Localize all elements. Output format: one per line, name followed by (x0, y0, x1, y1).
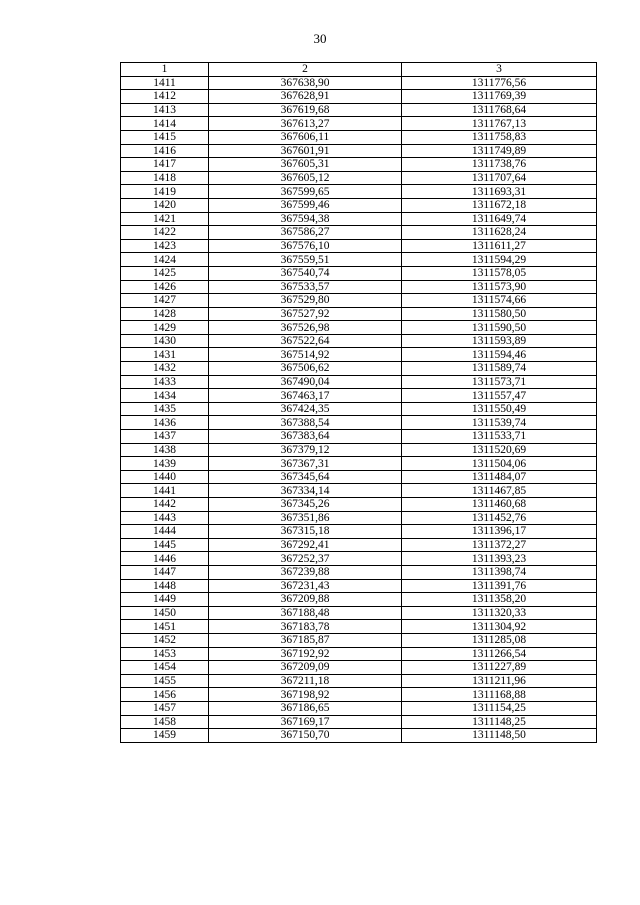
header-cell-x: 2 (209, 63, 402, 77)
x-coordinate-cell: 367315,18 (209, 525, 402, 539)
y-coordinate-cell: 1311211,96 (402, 674, 597, 688)
y-coordinate-cell: 1311285,08 (402, 633, 597, 647)
table-row (121, 430, 597, 444)
y-coordinate-cell: 1311452,76 (402, 511, 597, 525)
x-coordinate-cell: 367150,70 (209, 729, 402, 743)
x-coordinate-cell: 367522,64 (209, 334, 402, 348)
x-coordinate-cell: 367334,14 (209, 484, 402, 498)
y-coordinate-cell: 1311573,90 (402, 280, 597, 294)
x-coordinate-cell: 367599,46 (209, 198, 402, 212)
y-coordinate-cell: 1311550,49 (402, 402, 597, 416)
table-row (121, 593, 597, 607)
point-number-cell: 1448 (121, 579, 209, 593)
y-coordinate-cell: 1311738,76 (402, 158, 597, 172)
y-coordinate-cell: 1311574,66 (402, 294, 597, 308)
table-row (121, 266, 597, 280)
table-row (121, 620, 597, 634)
y-coordinate-cell: 1311672,18 (402, 198, 597, 212)
x-coordinate-cell: 367638,90 (209, 76, 402, 90)
x-coordinate-cell: 367601,91 (209, 144, 402, 158)
table-row (121, 185, 597, 199)
y-coordinate-cell: 1311776,56 (402, 76, 597, 90)
point-number-cell: 1446 (121, 552, 209, 566)
x-coordinate-cell: 367424,35 (209, 402, 402, 416)
x-coordinate-cell: 367211,18 (209, 674, 402, 688)
point-number-cell: 1411 (121, 76, 209, 90)
table-row (121, 565, 597, 579)
x-coordinate-cell: 367388,54 (209, 416, 402, 430)
x-coordinate-cell: 367292,41 (209, 538, 402, 552)
y-coordinate-cell: 1311768,64 (402, 103, 597, 117)
table-row (121, 484, 597, 498)
x-coordinate-cell: 367613,27 (209, 117, 402, 131)
y-coordinate-cell: 1311520,69 (402, 443, 597, 457)
point-number-cell: 1414 (121, 117, 209, 131)
x-coordinate-cell: 367379,12 (209, 443, 402, 457)
point-number-cell: 1449 (121, 593, 209, 607)
point-number-cell: 1435 (121, 402, 209, 416)
table-row (121, 457, 597, 471)
table-row (121, 103, 597, 117)
y-coordinate-cell: 1311707,64 (402, 171, 597, 185)
y-coordinate-cell: 1311484,07 (402, 470, 597, 484)
header-row (121, 63, 597, 77)
table-row (121, 198, 597, 212)
point-number-cell: 1452 (121, 633, 209, 647)
y-coordinate-cell: 1311649,74 (402, 212, 597, 226)
point-number-cell: 1443 (121, 511, 209, 525)
y-coordinate-cell: 1311460,68 (402, 498, 597, 512)
table-row (121, 715, 597, 729)
point-number-cell: 1415 (121, 130, 209, 144)
x-coordinate-cell: 367533,57 (209, 280, 402, 294)
point-number-cell: 1455 (121, 674, 209, 688)
point-number-cell: 1424 (121, 253, 209, 267)
point-number-cell: 1437 (121, 430, 209, 444)
point-number-cell: 1427 (121, 294, 209, 308)
table-row (121, 511, 597, 525)
table-row (121, 226, 597, 240)
x-coordinate-cell: 367605,12 (209, 171, 402, 185)
y-coordinate-cell: 1311767,13 (402, 117, 597, 131)
y-coordinate-cell: 1311148,50 (402, 729, 597, 743)
x-coordinate-cell: 367490,04 (209, 375, 402, 389)
table-row (121, 498, 597, 512)
point-number-cell: 1442 (121, 498, 209, 512)
point-number-cell: 1422 (121, 226, 209, 240)
point-number-cell: 1423 (121, 239, 209, 253)
point-number-cell: 1416 (121, 144, 209, 158)
y-coordinate-cell: 1311372,27 (402, 538, 597, 552)
point-number-cell: 1440 (121, 470, 209, 484)
table-row (121, 158, 597, 172)
table-row (121, 90, 597, 104)
table-row (121, 253, 597, 267)
y-coordinate-cell: 1311758,83 (402, 130, 597, 144)
point-number-cell: 1413 (121, 103, 209, 117)
y-coordinate-cell: 1311589,74 (402, 362, 597, 376)
table-row (121, 470, 597, 484)
x-coordinate-cell: 367383,64 (209, 430, 402, 444)
table-row (121, 538, 597, 552)
x-coordinate-cell: 367345,64 (209, 470, 402, 484)
y-coordinate-cell: 1311358,20 (402, 593, 597, 607)
x-coordinate-cell: 367252,37 (209, 552, 402, 566)
x-coordinate-cell: 367514,92 (209, 348, 402, 362)
x-coordinate-cell: 367594,38 (209, 212, 402, 226)
x-coordinate-cell: 367559,51 (209, 253, 402, 267)
y-coordinate-cell: 1311168,88 (402, 688, 597, 702)
point-number-cell: 1453 (121, 647, 209, 661)
table-row (121, 171, 597, 185)
x-coordinate-cell: 367540,74 (209, 266, 402, 280)
point-number-cell: 1431 (121, 348, 209, 362)
table-row (121, 280, 597, 294)
table-row (121, 579, 597, 593)
point-number-cell: 1428 (121, 307, 209, 321)
point-number-cell: 1420 (121, 198, 209, 212)
y-coordinate-cell: 1311749,89 (402, 144, 597, 158)
table-row (121, 633, 597, 647)
point-number-cell: 1434 (121, 389, 209, 403)
x-coordinate-cell: 367185,87 (209, 633, 402, 647)
point-number-cell: 1433 (121, 375, 209, 389)
point-number-cell: 1458 (121, 715, 209, 729)
y-coordinate-cell: 1311590,50 (402, 321, 597, 335)
y-coordinate-cell: 1311573,71 (402, 375, 597, 389)
table-row (121, 606, 597, 620)
y-coordinate-cell: 1311396,17 (402, 525, 597, 539)
x-coordinate-cell: 367239,88 (209, 565, 402, 579)
y-coordinate-cell: 1311154,25 (402, 701, 597, 715)
x-coordinate-cell: 367183,78 (209, 620, 402, 634)
table-row (121, 348, 597, 362)
y-coordinate-cell: 1311398,74 (402, 565, 597, 579)
y-coordinate-cell: 1311593,89 (402, 334, 597, 348)
table-row (121, 552, 597, 566)
table-row (121, 334, 597, 348)
header-cell-point: 1 (121, 63, 209, 77)
x-coordinate-cell: 367186,65 (209, 701, 402, 715)
table-row (121, 647, 597, 661)
x-coordinate-cell: 367231,43 (209, 579, 402, 593)
point-number-cell: 1441 (121, 484, 209, 498)
table-row (121, 321, 597, 335)
x-coordinate-cell: 367628,91 (209, 90, 402, 104)
x-coordinate-cell: 367345,26 (209, 498, 402, 512)
y-coordinate-cell: 1311580,50 (402, 307, 597, 321)
table-row (121, 76, 597, 90)
y-coordinate-cell: 1311539,74 (402, 416, 597, 430)
table-row (121, 239, 597, 253)
table-row (121, 402, 597, 416)
table-row (121, 362, 597, 376)
point-number-cell: 1439 (121, 457, 209, 471)
x-coordinate-cell: 367506,62 (209, 362, 402, 376)
table-body (121, 76, 597, 742)
point-number-cell: 1447 (121, 565, 209, 579)
table-row (121, 701, 597, 715)
x-coordinate-cell: 367529,80 (209, 294, 402, 308)
y-coordinate-cell: 1311594,29 (402, 253, 597, 267)
point-number-cell: 1459 (121, 729, 209, 743)
coordinates-table (120, 62, 597, 743)
point-number-cell: 1445 (121, 538, 209, 552)
x-coordinate-cell: 367188,48 (209, 606, 402, 620)
y-coordinate-cell: 1311533,71 (402, 430, 597, 444)
y-coordinate-cell: 1311557,47 (402, 389, 597, 403)
point-number-cell: 1436 (121, 416, 209, 430)
table-row (121, 389, 597, 403)
point-number-cell: 1419 (121, 185, 209, 199)
x-coordinate-cell: 367586,27 (209, 226, 402, 240)
point-number-cell: 1450 (121, 606, 209, 620)
x-coordinate-cell: 367605,31 (209, 158, 402, 172)
y-coordinate-cell: 1311391,76 (402, 579, 597, 593)
x-coordinate-cell: 367599,65 (209, 185, 402, 199)
page-number: 30 (313, 31, 327, 46)
point-number-cell: 1438 (121, 443, 209, 457)
point-number-cell: 1444 (121, 525, 209, 539)
point-number-cell: 1421 (121, 212, 209, 226)
table-row (121, 729, 597, 743)
x-coordinate-cell: 367198,92 (209, 688, 402, 702)
table-row (121, 212, 597, 226)
x-coordinate-cell: 367619,68 (209, 103, 402, 117)
header-cell-y: 3 (402, 63, 597, 77)
y-coordinate-cell: 1311467,85 (402, 484, 597, 498)
point-number-cell: 1418 (121, 171, 209, 185)
table-row (121, 144, 597, 158)
x-coordinate-cell: 367209,09 (209, 661, 402, 675)
y-coordinate-cell: 1311266,54 (402, 647, 597, 661)
point-number-cell: 1451 (121, 620, 209, 634)
y-coordinate-cell: 1311594,46 (402, 348, 597, 362)
x-coordinate-cell: 367351,86 (209, 511, 402, 525)
y-coordinate-cell: 1311148,25 (402, 715, 597, 729)
x-coordinate-cell: 367463,17 (209, 389, 402, 403)
point-number-cell: 1429 (121, 321, 209, 335)
x-coordinate-cell: 367169,17 (209, 715, 402, 729)
y-coordinate-cell: 1311504,06 (402, 457, 597, 471)
table-row (121, 661, 597, 675)
table-row (121, 443, 597, 457)
point-number-cell: 1412 (121, 90, 209, 104)
point-number-cell: 1425 (121, 266, 209, 280)
table-row (121, 130, 597, 144)
table-row (121, 294, 597, 308)
point-number-cell: 1456 (121, 688, 209, 702)
x-coordinate-cell: 367526,98 (209, 321, 402, 335)
table-row (121, 117, 597, 131)
point-number-cell: 1432 (121, 362, 209, 376)
y-coordinate-cell: 1311611,27 (402, 239, 597, 253)
y-coordinate-cell: 1311393,23 (402, 552, 597, 566)
point-number-cell: 1454 (121, 661, 209, 675)
x-coordinate-cell: 367576,10 (209, 239, 402, 253)
y-coordinate-cell: 1311628,24 (402, 226, 597, 240)
point-number-cell: 1430 (121, 334, 209, 348)
table-row (121, 416, 597, 430)
y-coordinate-cell: 1311578,05 (402, 266, 597, 280)
x-coordinate-cell: 367527,92 (209, 307, 402, 321)
y-coordinate-cell: 1311227,89 (402, 661, 597, 675)
point-number-cell: 1417 (121, 158, 209, 172)
table-row (121, 525, 597, 539)
x-coordinate-cell: 367209,88 (209, 593, 402, 607)
y-coordinate-cell: 1311320,33 (402, 606, 597, 620)
table-row (121, 375, 597, 389)
table-row (121, 688, 597, 702)
x-coordinate-cell: 367367,31 (209, 457, 402, 471)
point-number-cell: 1426 (121, 280, 209, 294)
y-coordinate-cell: 1311304,92 (402, 620, 597, 634)
point-number-cell: 1457 (121, 701, 209, 715)
y-coordinate-cell: 1311693,31 (402, 185, 597, 199)
x-coordinate-cell: 367606,11 (209, 130, 402, 144)
x-coordinate-cell: 367192,92 (209, 647, 402, 661)
table-row (121, 307, 597, 321)
y-coordinate-cell: 1311769,39 (402, 90, 597, 104)
table-row (121, 674, 597, 688)
table-header (121, 63, 597, 77)
